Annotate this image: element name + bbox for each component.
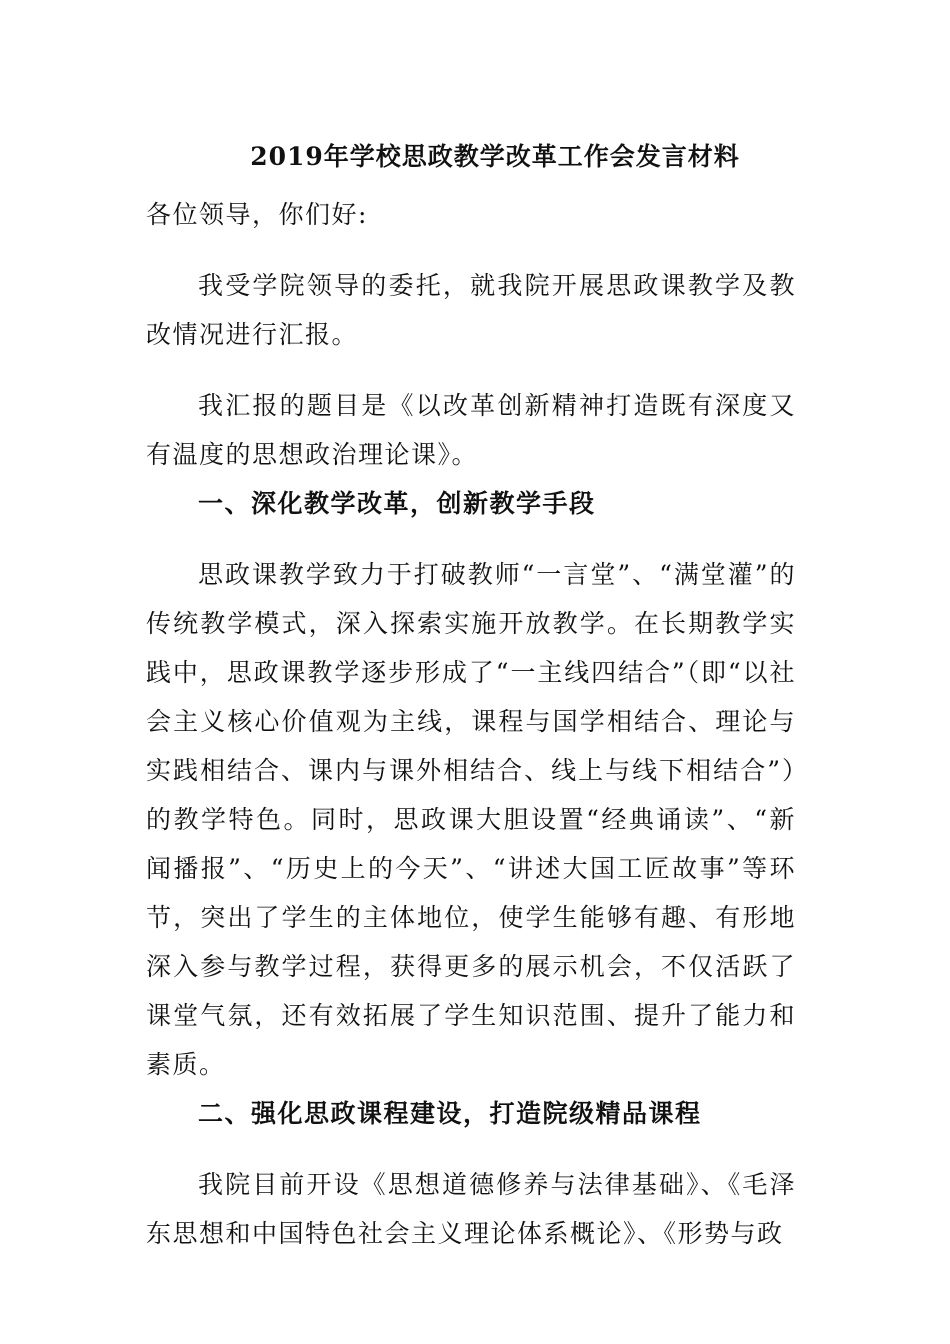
section-heading-1: 一、深化教学改革，创新教学手段 bbox=[198, 489, 596, 518]
paragraph-topic: 我汇报的题目是《以改革创新精神打造既有深度又有温度的思想政治理论课》。 bbox=[146, 391, 796, 469]
greeting: 各位领导，你们好: bbox=[146, 200, 368, 229]
section-text-2: 我院目前开设《思想道德修养与法律基础》、《毛泽东思想和中国特色社会主义理论体系概论》、《形势与政 bbox=[146, 1170, 796, 1248]
document-title: 2019年学校思政教学改革工作会发言材料 bbox=[250, 142, 740, 171]
section-text-1: 思政课教学致力于打破教师“一言堂”、“满堂灌”的传统教学模式，深入探索实施开放教学。在长期教学实践中，思政课教学逐步形成了“一主线四结合”（即“以社会主义核心价值观为主线，课程与国学相结合、理论与实践相结合、课内与课外相结合、线上与线下相结合”）的教学特色。同时，思政课大胆设置“经典诵读”、“新闻播报”、“历史上的今天”、“讲述大国工匠故事”等环节，突出了学生的主体地位，使学生能够有趣、有形地深入参与教学过程，获得更多的展示机会，不仅活跃了课堂气氛，还有效拓展了学生知识范围、提升了能力和素质。 bbox=[146, 560, 796, 1079]
document-body bbox=[146, 168, 796, 1258]
section-heading-2: 二、强化思政课程建设，打造院级精品课程 bbox=[198, 1099, 702, 1128]
paragraph-intro: 我受学院领导的委托，就我院开展思政课教学及教改情况进行汇报。 bbox=[146, 271, 796, 349]
